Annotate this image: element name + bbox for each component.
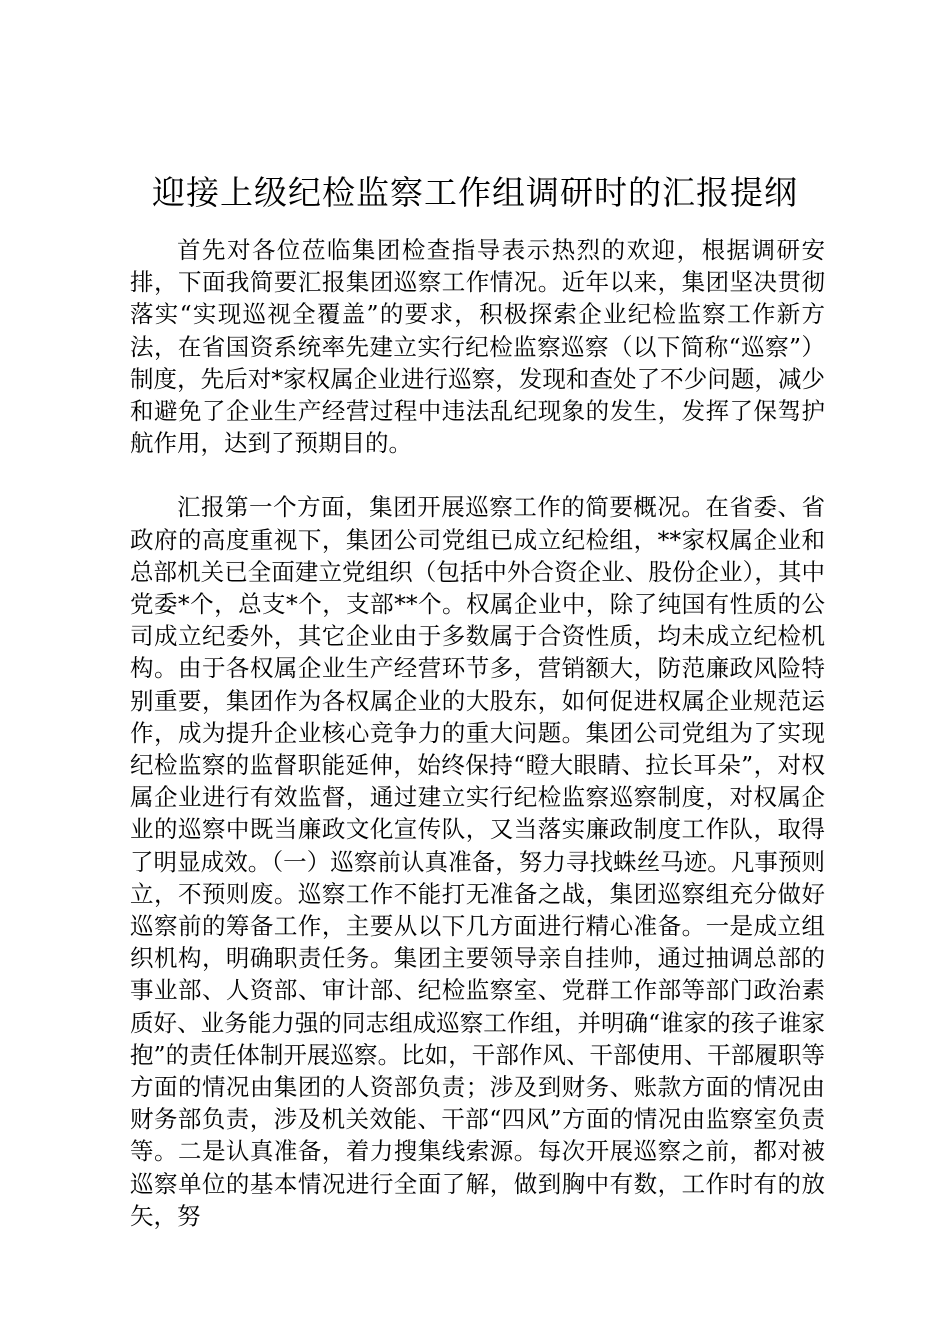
document-title: 迎接上级纪检监察工作组调研时的汇报提纲 — [152, 173, 798, 212]
paragraph-overview: 汇报第一个方面，集团开展巡察工作的简要概况。在省委、省政府的高度重视下，集团公司党组已成立纪检组，**家权属企业和总部机关已全面建立党组织（包括中外合资企业、股份企业），其中党委*个，总支*个，支部**个。权属企业中，除了纯国有性质的公司成立纪委外，其它企业由于多数属于合资性质，均未成立纪检机构。由于各权属企业生产经营环节多，营销额大，防范廉政风险特别重要，集团作为各权属企业的大股东，如何促进权属企业规范运作，成为提升企业核心竞争力的重大问题。集团公司党组为了实现纪检监察的监督职能延伸，始终保持“瞪大眼睛、拉长耳朵”，对权属企业进行有效监督，通过建立实行纪检监察巡察制度，对权属企业的巡察中既当廉政文化宣传队，又当落实廉政制度工作队，取得了明显成效。（一）巡察前认真准备，努力寻找蛛丝马迹。凡事预则立，不预则废。巡察工作不能打无准备之战，集团巡察组充分做好巡察前的筹备工作，主要从以下几方面进行精心准备。一是成立组织机构，明确职责任务。集团主要领导亲自挂帅，通过抽调总部的事业部、人资部、审计部、纪检监察室、党群工作部等部门政治素质好、业务能力强的同志组成巡察工作组，并明确“谁家的孩子谁家抱”的责任体制开展巡察。比如，干部作风、干部使用、干部履职等方面的情况由集团的人资部负责；涉及到财务、账款方面的情况由财务部负责，涉及机关效能、干部“四风”方面的情况由监察室负责等。二是认真准备，着力搜集线索源。每次开展巡察之前，都对被巡察单位的基本情况进行全面了解，做到胸中有数，工作时有的放矢，努 — [130, 493, 825, 1230]
document-body — [130, 234, 825, 1232]
paragraph-intro: 首先对各位莅临集团检查指导表示热烈的欢迎，根据调研安排，下面我简要汇报集团巡察工作情况。近年以来，集团坚决贯彻落实“实现巡视全覆盖”的要求，积极探索企业纪检监察工作新方法，在省国资系统率先建立实行纪检监察巡察（以下简称“巡察”）制度，先后对*家权属企业进行巡察，发现和查处了不少问题，减少和避免了企业生产经营过程中违法乱纪现象的发生，发挥了保驾护航作用，达到了预期目的。 — [130, 236, 825, 458]
